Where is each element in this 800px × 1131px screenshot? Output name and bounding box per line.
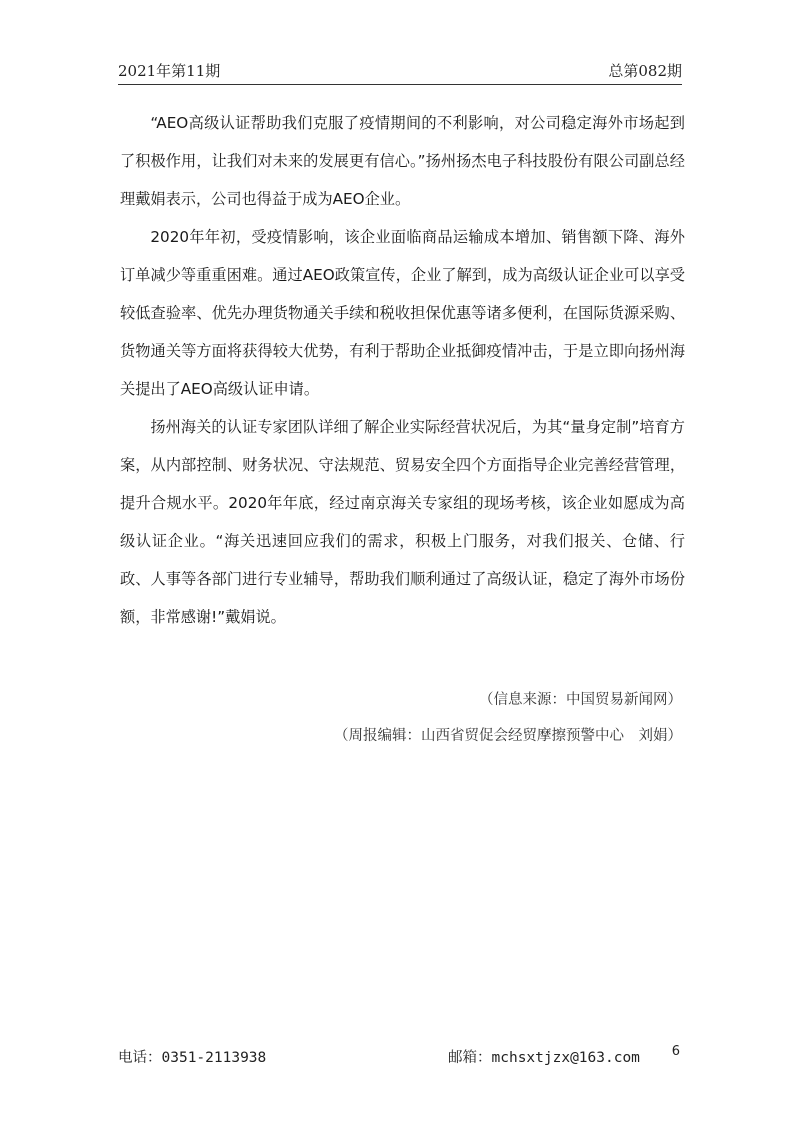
paragraph-3: 扬州海关的认证专家团队详细了解企业实际经营状况后，为其“量身定制”培育方案，从内部控制、财务状况、守法规范、贸易安全四个方面指导企业完善经营管理，提升合规水平。2020年年底，经过南京海关专家组的现场考核，该企业如愿成为高级认证企业。“海关迅速回应我们的需求，积极上门服务，对我们报关、仓储、行政、人事等各部门进行专业辅导，帮助我们顺利通过了高级认证，稳定了海外市场份额，非常感谢!”戴娟说。 bbox=[120, 418, 685, 626]
paragraph-1: “AEO高级认证帮助我们克服了疫情期间的不利影响，对公司稳定海外市场起到了积极作用，让我们对未来的发展更有信心。”扬州扬杰电子科技股份有限公司副总经理戴娟表示，公司也得益于成为AEO企业。 bbox=[120, 114, 685, 208]
phone-label: 电话： bbox=[118, 1050, 162, 1066]
email-address[interactable]: mchsxtjzx@163.com bbox=[491, 1050, 640, 1066]
email-contact bbox=[448, 1046, 640, 1067]
info-source: （信息来源：中国贸易新闻网） bbox=[479, 692, 682, 708]
email-label: 邮箱： bbox=[448, 1050, 492, 1066]
phone-contact bbox=[118, 1046, 266, 1067]
editor-credit: （周报编辑：山西省贸促会经贸摩擦预警中心 刘娟） bbox=[334, 728, 682, 744]
page-header bbox=[118, 60, 682, 84]
phone-number: 0351-2113938 bbox=[161, 1050, 267, 1066]
header-divider bbox=[118, 84, 682, 85]
issue-number: 2021年第11期 bbox=[118, 62, 221, 80]
paragraph-2: 2020年年初，受疫情影响，该企业面临商品运输成本增加、销售额下降、海外订单减少等重重困难。通过AEO政策宣传，企业了解到，成为高级认证企业可以享受较低查验率、优先办理货物通关手续和税收担保优惠等诸多便利，在国际货源采购、货物通关等方面将获得较大优势，有利于帮助企业抵御疫情冲击，于是立即向扬州海关提出了AEO高级认证申请。 bbox=[120, 228, 685, 398]
page-footer bbox=[118, 1046, 682, 1068]
page-number: 6 bbox=[671, 1044, 680, 1059]
article-body bbox=[120, 104, 685, 636]
total-issue-number: 总第082期 bbox=[608, 62, 682, 80]
